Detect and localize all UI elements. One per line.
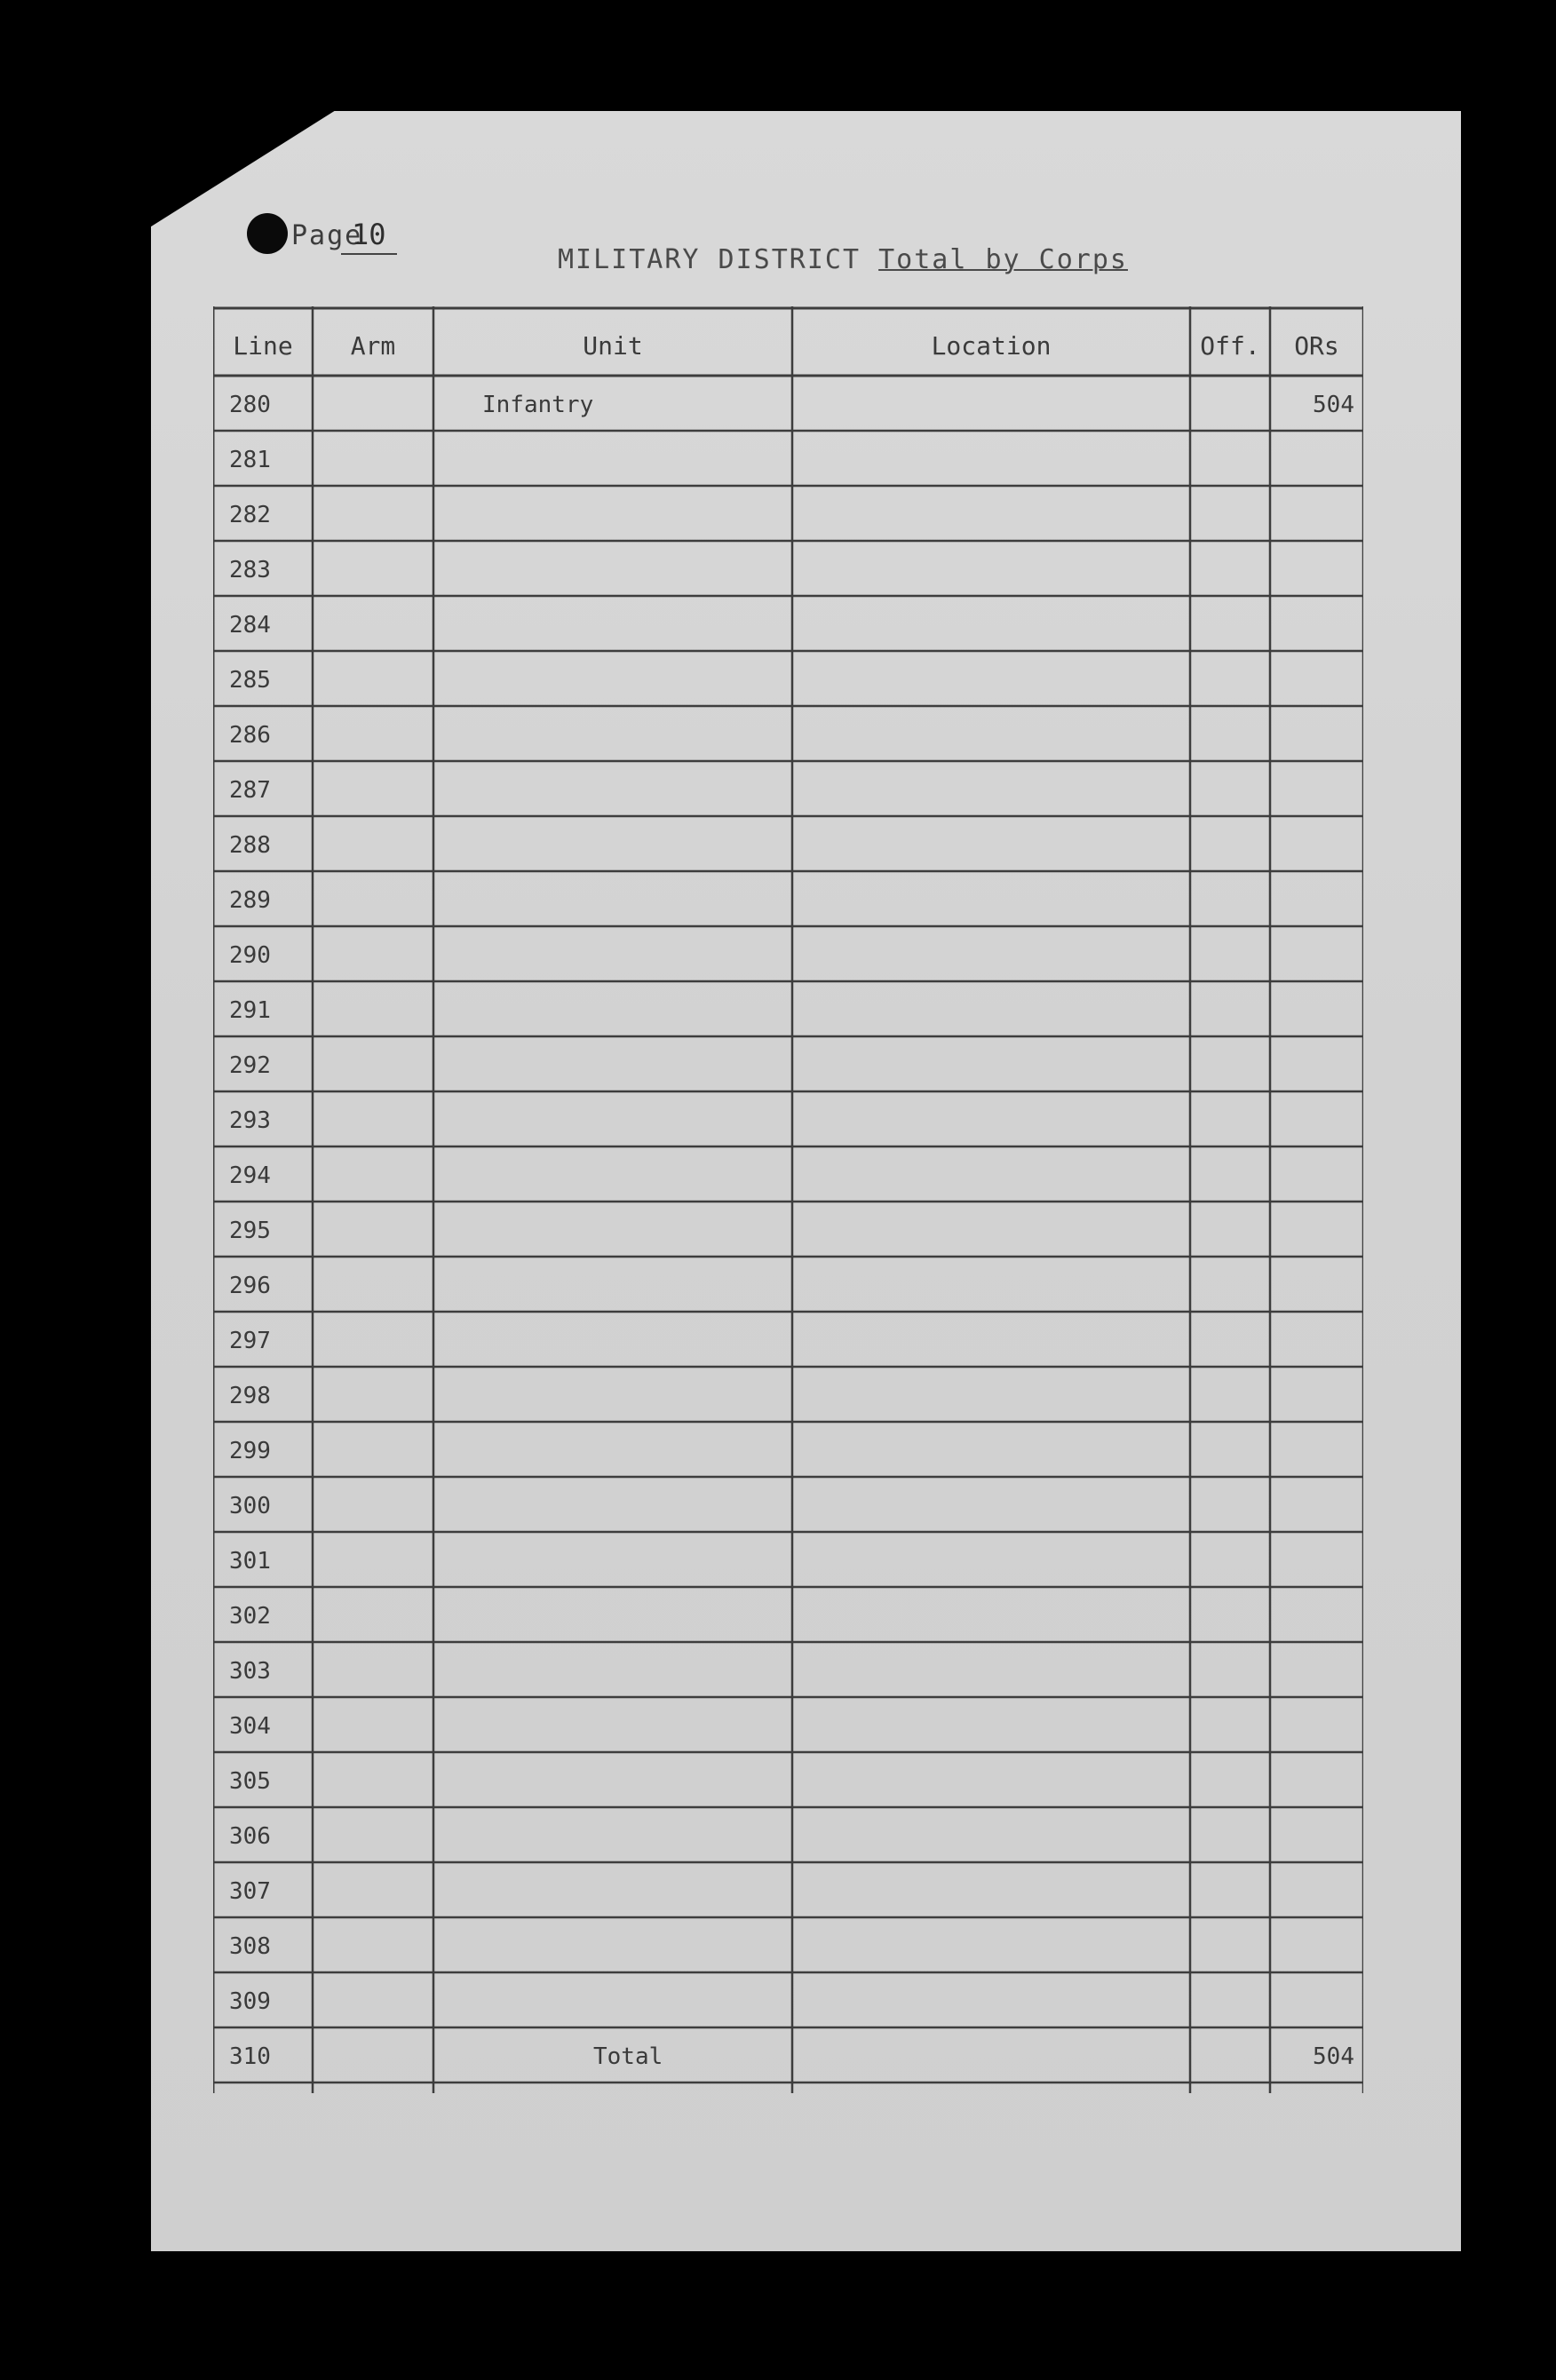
cell-line: 292 (229, 1052, 271, 1079)
punch-hole (247, 213, 288, 254)
cell-line: 297 (229, 1328, 271, 1354)
page-label: Page (291, 220, 363, 251)
document-title (558, 244, 1128, 275)
cell-line: 296 (229, 1273, 271, 1299)
cell-line: 291 (229, 997, 271, 1024)
cell-line: 307 (229, 1878, 271, 1905)
cell-line: 300 (229, 1493, 271, 1519)
cell-line: 309 (229, 1988, 271, 2015)
cell-line: 282 (229, 502, 271, 528)
table-grid (213, 306, 1363, 2122)
cell-line: 285 (229, 667, 271, 694)
cell-line: 303 (229, 1658, 271, 1685)
cell-line: 298 (229, 1383, 271, 1409)
cell-line: 290 (229, 942, 271, 969)
cell-line: 284 (229, 612, 271, 639)
cell-line: 283 (229, 557, 271, 583)
header-col-location: Location (931, 331, 1052, 361)
cell-line: 305 (229, 1768, 271, 1795)
cell-line: 302 (229, 1603, 271, 1630)
header-col-off: Off. (1200, 331, 1260, 361)
cell-line: 286 (229, 722, 271, 749)
ledger-table (213, 306, 1363, 2122)
header-col-line: Line (233, 331, 293, 361)
cell-ors: 504 (1313, 392, 1354, 418)
cell-line: 304 (229, 1713, 271, 1740)
cell-line: 287 (229, 777, 271, 804)
cell-line: 306 (229, 1823, 271, 1850)
cell-unit: Infantry (482, 392, 594, 418)
cell-line: 293 (229, 1107, 271, 1134)
cell-line: 299 (229, 1438, 271, 1464)
cell-line: 301 (229, 1548, 271, 1575)
title-district: MILITARY DISTRICT (558, 244, 861, 275)
cell-line: 289 (229, 887, 271, 914)
cell-line: 294 (229, 1162, 271, 1189)
cell-line: 288 (229, 832, 271, 859)
cell-line: 280 (229, 392, 271, 418)
cell-line: 308 (229, 1933, 271, 1960)
cell-line: 295 (229, 1218, 271, 1244)
header-col-unit: Unit (583, 331, 643, 361)
header-col-ors: ORs (1294, 331, 1339, 361)
cell-line: 310 (229, 2043, 271, 2070)
header-col-arm: Arm (350, 331, 396, 361)
page-number: 10 (341, 218, 397, 255)
title-total-by-corps: Total by Corps (878, 244, 1128, 275)
cell-line: 281 (229, 447, 271, 473)
cell-ors: 504 (1313, 2043, 1354, 2070)
cell-unit: Total (593, 2043, 663, 2070)
